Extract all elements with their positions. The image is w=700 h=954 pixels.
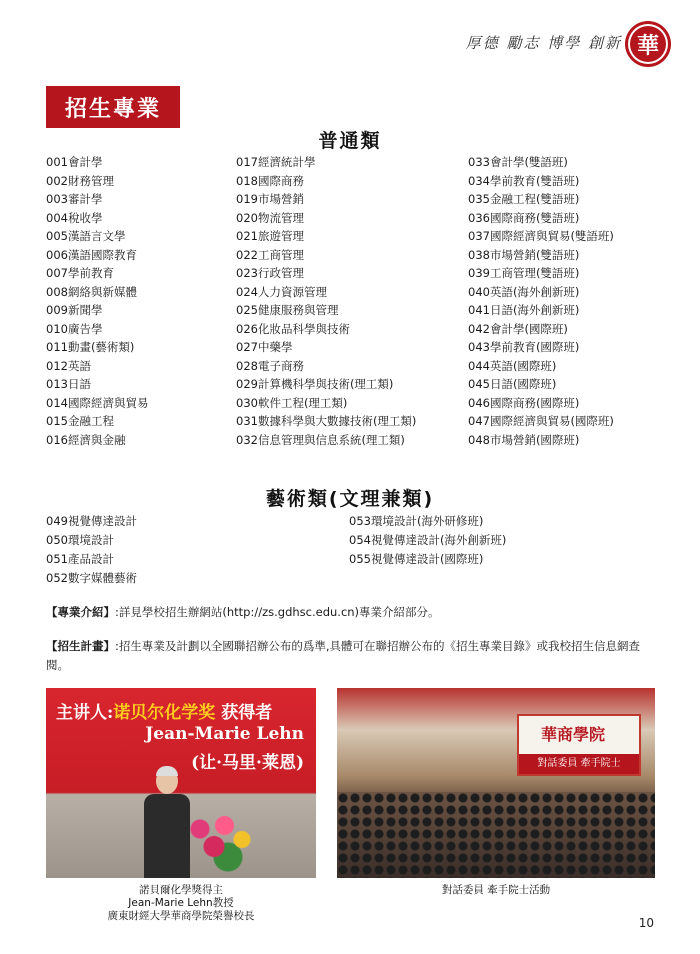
note-intro-tag: 【專業介紹】 bbox=[46, 605, 115, 619]
flower-bouquet bbox=[186, 808, 256, 878]
major-item: 027中藥學 bbox=[236, 340, 293, 354]
major-item: 052數字媒體藝術 bbox=[46, 571, 137, 585]
major-item: 037國際經濟與貿易(雙語班) bbox=[468, 229, 614, 243]
major-item: 007學前教育 bbox=[46, 266, 114, 280]
major-item: 013日語 bbox=[46, 377, 91, 391]
note-plan-text: :招生專業及計劃以全國聯招辦公布的爲準,具體可在聯招辦公布的《招生專業目錄》或我校招生信息網查閱。 bbox=[46, 639, 641, 672]
major-item: 020物流管理 bbox=[236, 210, 304, 225]
major-item: 010廣告學 bbox=[46, 321, 103, 336]
major-item: 012英語 bbox=[46, 358, 91, 373]
major-item: 017經濟統計學 bbox=[236, 155, 316, 169]
art-heading: 藝術類(文理兼類) bbox=[265, 488, 435, 510]
major-item: 053環境設計(海外研修班) bbox=[349, 514, 484, 528]
major-item: 036國際商務(雙語班) bbox=[468, 210, 580, 225]
headline-speaker-label: 主讲人: bbox=[56, 703, 114, 723]
major-item: 043學前教育(國際班) bbox=[468, 340, 580, 354]
screen-band: 對話委員 牽手院士 bbox=[519, 754, 639, 774]
regular-heading: 普通類 bbox=[318, 130, 382, 152]
major-item: 029計算機科學與技術(理工類) bbox=[236, 377, 394, 391]
major-item: 005漢語言文學 bbox=[46, 229, 126, 243]
regular-major-list-1 bbox=[46, 153, 148, 449]
major-item: 001會計學 bbox=[46, 155, 103, 169]
major-item: 032信息管理與信息系統(理工類) bbox=[236, 432, 405, 447]
major-item: 042會計學(國際班) bbox=[468, 321, 568, 336]
major-item: 022工商管理 bbox=[236, 247, 304, 262]
headline-winner: 获得者 bbox=[221, 703, 273, 723]
major-item: 002財務管理 bbox=[46, 173, 114, 188]
major-item: 019市場營銷 bbox=[236, 192, 304, 206]
major-item: 045日語(國際班) bbox=[468, 377, 557, 391]
major-item: 021旅遊管理 bbox=[236, 229, 304, 243]
major-item: 025健康服務與管理 bbox=[236, 303, 339, 317]
major-item: 046國際商務(國際班) bbox=[468, 395, 580, 410]
major-item: 018國際商務 bbox=[236, 173, 304, 188]
screen-title: 華商學院 bbox=[541, 725, 606, 744]
major-item: 041日語(海外創新班) bbox=[468, 303, 580, 317]
major-item: 004稅收學 bbox=[46, 210, 103, 225]
major-item: 028電子商務 bbox=[236, 358, 304, 373]
major-item: 008網絡與新媒體 bbox=[46, 284, 137, 299]
audience-crowd bbox=[337, 792, 655, 878]
major-item: 009新聞學 bbox=[46, 303, 103, 317]
major-item: 033會計學(雙語班) bbox=[468, 155, 568, 169]
major-item: 003審計學 bbox=[46, 192, 103, 206]
major-item: 051產品設計 bbox=[46, 552, 114, 566]
major-item: 048市場營銷(國際班) bbox=[468, 432, 580, 447]
school-logo: 華 bbox=[628, 24, 668, 64]
major-item: 035金融工程(雙語班) bbox=[468, 192, 580, 206]
caption-line: 廣東財經大學華商學院榮譽校長 bbox=[107, 910, 255, 922]
major-item: 038市場營銷(雙語班) bbox=[468, 247, 580, 262]
note-plan bbox=[46, 637, 656, 675]
major-item: 011動畫(藝術類) bbox=[46, 340, 135, 354]
major-item: 006漢語國際教育 bbox=[46, 247, 137, 262]
major-item: 024人力資源管理 bbox=[236, 284, 327, 299]
regular-major-list-3 bbox=[468, 153, 614, 449]
major-item: 055視覺傳達設計(國際班) bbox=[349, 552, 484, 566]
school-motto: 厚德 勵志 博學 創新 bbox=[465, 34, 622, 52]
art-major-list-2 bbox=[349, 512, 506, 569]
note-intro bbox=[46, 603, 656, 622]
photo-headline bbox=[56, 698, 272, 723]
note-plan-tag: 【招生計畫】 bbox=[46, 639, 115, 653]
major-item: 039工商管理(雙語班) bbox=[468, 266, 580, 280]
major-item: 023行政管理 bbox=[236, 266, 304, 280]
major-item: 047國際經濟與貿易(國際班) bbox=[468, 414, 614, 428]
page-number: 10 bbox=[638, 916, 654, 930]
photo-speaker-chinese-name: (让·马里·莱恩) bbox=[191, 753, 304, 773]
major-item: 031數據科學與大數據技術(理工類) bbox=[236, 414, 417, 428]
major-item: 054視覺傳達設計(海外創新班) bbox=[349, 533, 507, 547]
major-item: 026化妝品科學與技術 bbox=[236, 321, 350, 336]
major-item: 014國際經濟與貿易 bbox=[46, 395, 149, 410]
caption-line: 諾貝爾化學獎得主 bbox=[139, 884, 223, 896]
auditorium-photo bbox=[337, 688, 655, 878]
regular-major-list-2 bbox=[236, 153, 416, 449]
lecture-photo-caption bbox=[46, 884, 316, 923]
auditorium-photo-caption bbox=[337, 884, 655, 897]
caption-line: Jean-Marie Lehn教授 bbox=[128, 897, 234, 909]
major-item: 049視覺傳達設計 bbox=[46, 514, 137, 528]
note-intro-text: :詳見學校招生辦網站(http://zs.gdhsc.edu.cn)專業介紹部分。 bbox=[115, 605, 440, 619]
major-item: 050環境設計 bbox=[46, 533, 114, 547]
major-item: 044英語(國際班) bbox=[468, 358, 557, 373]
major-item: 040英語(海外創新班) bbox=[468, 284, 580, 299]
headline-award: 诺贝尔化学奖 bbox=[113, 703, 216, 723]
stage-screen bbox=[517, 714, 641, 776]
lecture-photo bbox=[46, 688, 316, 878]
major-item: 034學前教育(雙語班) bbox=[468, 173, 580, 188]
major-item: 015金融工程 bbox=[46, 414, 114, 428]
photo-speaker-name: Jean-Marie Lehn bbox=[145, 724, 304, 744]
major-item: 030軟件工程(理工類) bbox=[236, 395, 348, 410]
section-banner: 招生專業 bbox=[46, 86, 180, 128]
speaker-figure bbox=[142, 768, 192, 878]
major-item: 016經濟與金融 bbox=[46, 432, 126, 447]
caption-line: 對話委員 牽手院士活動 bbox=[441, 884, 551, 896]
art-major-list-1 bbox=[46, 512, 137, 588]
